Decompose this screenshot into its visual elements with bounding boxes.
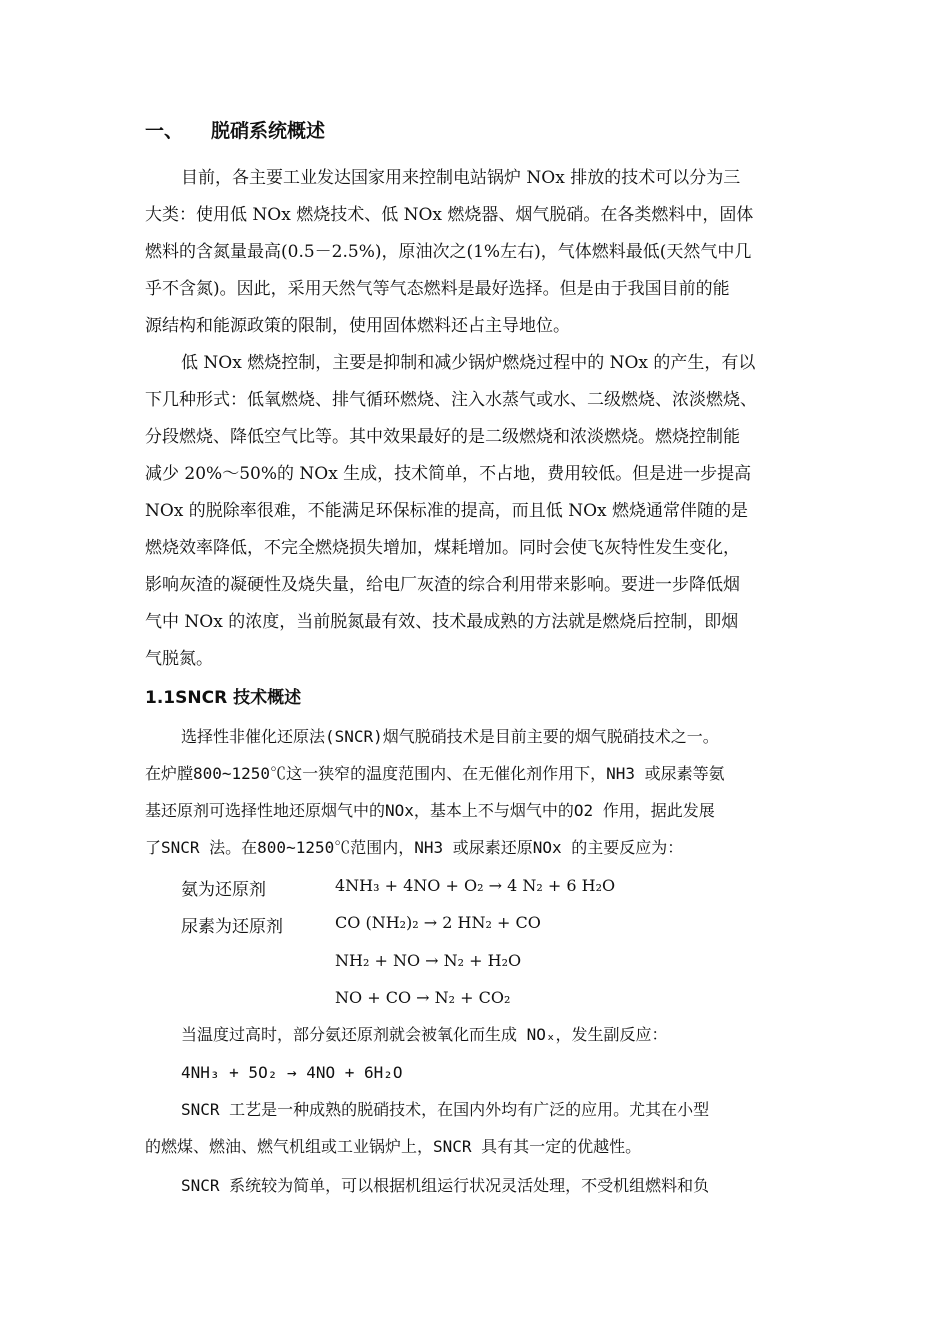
reaction-equation: NO + CO → N₂ + CO₂ [335,988,511,1007]
paragraph-line: 基还原剂可选择性地还原烟气中的NOx，基本上不与烟气中的O2 作用，据此发展 [145,801,715,820]
section-heading [145,116,325,143]
reaction-equation: CO (NH₂)₂ → 2 HN₂ + CO [335,913,541,932]
paragraph-line: 源结构和能源政策的限制，使用固体燃料还占主导地位。 [145,316,570,336]
paragraph-line: 下几种形式：低氧燃烧、排气循环燃烧、注入水蒸气或水、二级燃烧、浓淡燃烧、 [145,390,757,410]
reaction-label-urea: 尿素为还原剂 [181,917,283,937]
paragraph-line: 当温度过高时，部分氨还原剂就会被氧化而生成 NOₓ，发生副反应： [181,1025,668,1044]
paragraph-line: 气脱氮。 [145,649,213,669]
reaction-equation: 4NH₃ + 5O₂ → 4NO + 6H₂O [181,1063,403,1082]
paragraph-line: 影响灰渣的凝硬性及烧失量，给电厂灰渣的综合利用带来影响。要进一步降低烟 [145,575,740,595]
paragraph-line: 气中 NOx 的浓度，当前脱氮最有效、技术最成熟的方法就是燃烧后控制，即烟 [145,612,739,632]
section-number: 一、 [145,120,184,142]
paragraph-line: 了SNCR 法。在800~1250℃范围内，NH3 或尿素还原NOx 的主要反应为： [145,838,684,857]
paragraph-line: 大类：使用低 NOx 燃烧技术、低 NOx 燃烧器、烟气脱硝。在各类燃料中，固体 [145,205,754,225]
reaction-equation: NH₂ + NO → N₂ + H₂O [335,951,522,970]
reaction-equation: 4NH₃ + 4NO + O₂ → 4 N₂ + 6 H₂O [335,876,616,895]
paragraph-line: SNCR 工艺是一种成熟的脱硝技术，在国内外均有广泛的应用。尤其在小型 [181,1100,710,1119]
section-title: 脱硝系统概述 [211,120,326,142]
paragraph-line: 减少 20%～50%的 NOx 生成，技术简单，不占地，费用较低。但是进一步提高 [145,464,752,484]
paragraph-line: 选择性非催化还原法(SNCR)烟气脱硝技术是目前主要的烟气脱硝技术之一。 [181,727,719,746]
paragraph-line: 分段燃烧、降低空气比等。其中效果最好的是二级燃烧和浓淡燃烧。燃烧控制能 [145,427,740,447]
paragraph-line: 乎不含氮)。因此，采用天然气等气态燃料是最好选择。但是由于我国目前的能 [145,279,730,299]
paragraph-line: NOx 的脱除率很难，不能满足环保标准的提高，而且低 NOx 燃烧通常伴随的是 [145,501,749,521]
subsection-heading: 1.1SNCR 技术概述 [145,688,302,708]
paragraph-line: SNCR 系统较为简单，可以根据机组运行状况灵活处理，不受机组燃料和负 [181,1176,710,1195]
reaction-label-ammonia: 氨为还原剂 [181,880,266,900]
paragraph-line: 低 NOx 燃烧控制，主要是抑制和减少锅炉燃烧过程中的 NOx 的产生，有以 [181,353,756,373]
paragraph-line: 燃烧效率降低，不完全燃烧损失增加，煤耗增加。同时会使飞灰特性发生变化， [145,538,740,558]
paragraph-line: 目前，各主要工业发达国家用来控制电站锅炉 NOx 排放的技术可以分为三 [181,168,741,188]
paragraph-line: 在炉膛800~1250℃这一狭窄的温度范围内、在无催化剂作用下，NH3 或尿素等氨 [145,764,725,783]
paragraph-line: 燃料的含氮量最高(0.5－2.5%)，原油次之(1%左右)，气体燃料最低(天然气中几 [145,242,752,262]
paragraph-line: 的燃煤、燃油、燃气机组或工业锅炉上，SNCR 具有其一定的优越性。 [145,1137,642,1156]
